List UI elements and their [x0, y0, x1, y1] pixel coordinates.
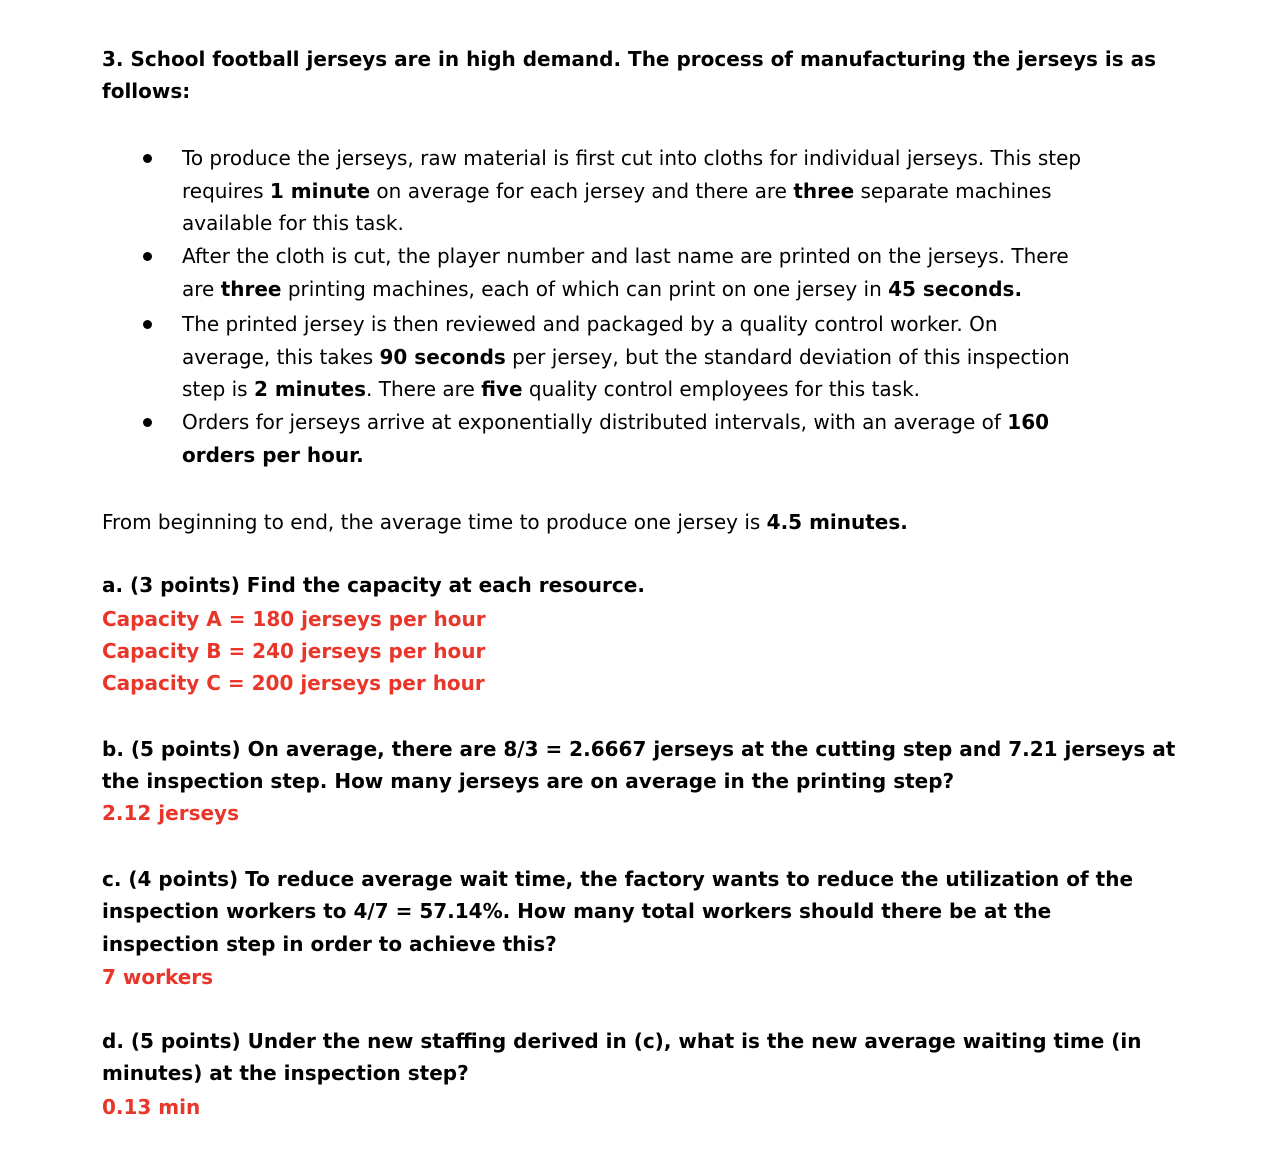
part-c-question-line-1: c. (4 points) To reduce average wait time, the factory wants to reduce the utilization of the	[102, 867, 1134, 891]
bullet-dot	[143, 252, 152, 261]
bullet-3-line-1: The printed jersey is then reviewed and packaged by a quality control worker. On	[182, 312, 998, 336]
part-c-question-line-3: inspection step in order to achieve this?	[102, 932, 557, 956]
bullet-dot	[143, 154, 152, 163]
part-a-answer-c: Capacity C = 200 jerseys per hour	[102, 671, 485, 695]
bullet-2-line-2: are three printing machines, each of which can print on one jersey in 45 seconds.	[182, 277, 1023, 301]
question-title-line-2: follows:	[102, 79, 191, 103]
part-d-question-line-1: d. (5 points) Under the new staffing derived in (c), what is the new average waiting time (in	[102, 1029, 1142, 1053]
part-d-question-line-2: minutes) at the inspection step?	[102, 1061, 469, 1085]
part-b-question-line-1: b. (5 points) On average, there are 8/3 = 2.6667 jerseys at the cutting step and 7.21 jerseys at	[102, 737, 1176, 761]
bullet-3-line-2: average, this takes 90 seconds per jersey, but the standard deviation of this inspection	[182, 345, 1070, 369]
part-a-answer-b: Capacity B = 240 jerseys per hour	[102, 639, 486, 663]
part-b-question-line-2: the inspection step. How many jerseys are on average in the printing step?	[102, 769, 955, 793]
question-title-line-1: 3. School football jerseys are in high demand. The process of manufacturing the jerseys is as	[102, 47, 1156, 71]
bullet-4-line-2: orders per hour.	[182, 443, 364, 467]
summary-line: From beginning to end, the average time to produce one jersey is 4.5 minutes.	[102, 510, 908, 534]
bullet-1-line-1: To produce the jerseys, raw material is first cut into cloths for individual jerseys. This step	[182, 146, 1082, 170]
bullet-dot	[143, 418, 152, 427]
part-c-answer: 7 workers	[102, 965, 214, 989]
part-a-answer-a: Capacity A = 180 jerseys per hour	[102, 607, 486, 631]
part-c-question-line-2: inspection workers to 4/7 = 57.14%. How many total workers should there be at the	[102, 899, 1052, 923]
bullet-1-line-2: requires 1 minute on average for each jersey and there are three separate machines	[182, 179, 1052, 203]
bullet-3-line-3: step is 2 minutes. There are five quality control employees for this task.	[182, 377, 921, 401]
bullet-1-line-3: available for this task.	[182, 211, 404, 235]
bullet-dot	[143, 320, 152, 329]
part-d-answer: 0.13 min	[102, 1095, 201, 1119]
part-a-question: a. (3 points) Find the capacity at each resource.	[102, 573, 645, 597]
part-b-answer: 2.12 jerseys	[102, 801, 240, 825]
bullet-4-line-1: Orders for jerseys arrive at exponentially distributed intervals, with an average of 160	[182, 410, 1050, 434]
bullet-2-line-1: After the cloth is cut, the player number and last name are printed on the jerseys. There	[182, 244, 1069, 268]
